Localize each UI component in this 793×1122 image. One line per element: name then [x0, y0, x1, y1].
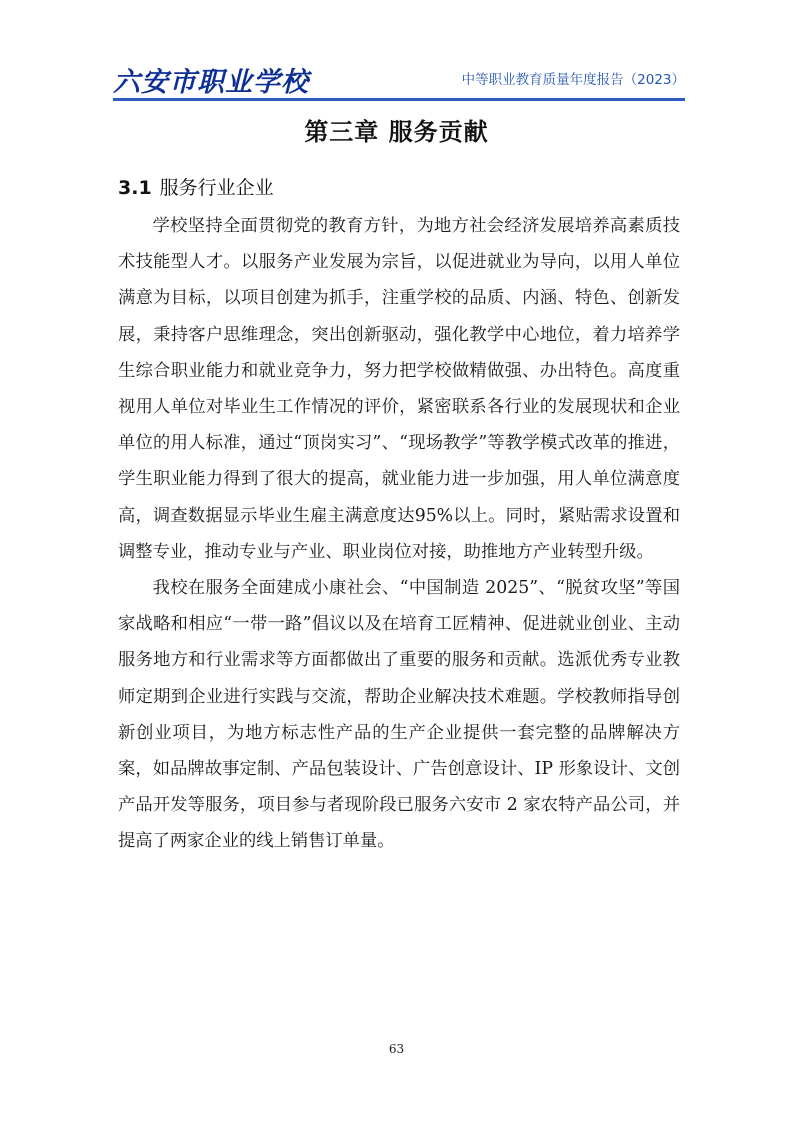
body-text	[118, 208, 680, 860]
page-header	[113, 58, 685, 98]
school-logo: 六安市职业学校	[113, 67, 309, 98]
page-number: 63	[388, 1042, 405, 1056]
section-number: 3.1	[118, 177, 152, 199]
chapter-title: 第三章 服务贡献	[304, 118, 489, 146]
section-heading	[118, 173, 274, 200]
header-divider	[113, 98, 685, 101]
paragraph: 我校在服务全面建成小康社会、“中国制造 2025”、“脱贫攻坚”等国家战略和相应“一带一路”倡议以及在培育工匠精神、促进就业创业、主动服务地方和行业需求等方面都做出了重要的服务和贡献。选派优秀专业教师定期到企业进行实践与交流，帮助企业解决技术难题。学校教师指导创新创业项目，为地方标志性产品的生产企业提供一套完整的品牌解决方案，如品牌故事定制、产品包装设计、广告创意设计、IP 形象设计、文创产品开发等服务，项目参与者现阶段已服务六安市 2 家农特产品公司，并提高了两家企业的线上销售订单量。	[118, 578, 680, 852]
paragraph: 学校坚持全面贯彻党的教育方针，为地方社会经济发展培养高素质技术技能型人才。以服务产业发展为宗旨，以促进就业为导向，以用人单位满意为目标，以项目创建为抓手，注重学校的品质、内涵、特色、创新发展，秉持客户思维理念，突出创新驱动，强化教学中心地位，着力培养学生综合职业能力和就业竞争力，努力把学校做精做强、办出特色。高度重视用人单位对毕业生工作情况的评价，紧密联系各行业的发展现状和企业单位的用人标准，通过“顶岗实习”、“现场教学”等教学模式改革的推进，学生职业能力得到了很大的提高，就业能力进一步加强，用人单位满意度高，调查数据显示毕业生雇主满意度达95%以上。同时，紧贴需求设置和调整专业，推动专业与产业、职业岗位对接，助推地方产业转型升级。	[118, 216, 680, 562]
report-title: 中等职业教育质量年度报告（2023）	[461, 72, 685, 88]
section-title: 服务行业企业	[159, 177, 274, 199]
